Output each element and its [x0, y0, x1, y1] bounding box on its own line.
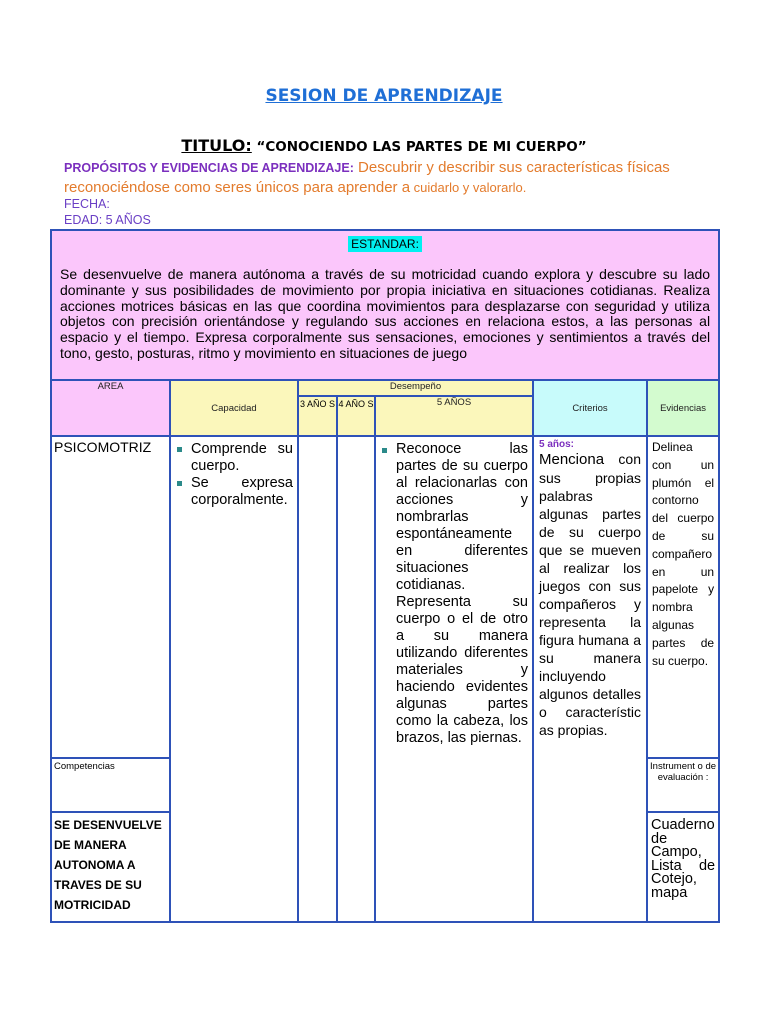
bullet-icon — [382, 448, 387, 453]
titulo-label: TITULO: — [181, 136, 252, 155]
evidencias-cell — [647, 436, 719, 758]
criterios-cell — [533, 436, 647, 922]
header-area: AREA — [51, 380, 170, 436]
age-4-cell — [337, 436, 375, 922]
capacidad-cell — [170, 436, 298, 922]
header-age-5: 5 AÑOS — [375, 396, 533, 436]
bullet-icon — [177, 481, 182, 486]
evidencias-text: Delinea con un plumón el contorno del cuerpo de su compañero en un papelote y nombra algunas partes de su cuerpo. — [652, 440, 715, 668]
bullet-icon — [177, 447, 182, 452]
fecha-label: FECHA: — [64, 197, 110, 211]
purpose-text-end: cuidarlo y valorarlo. — [410, 180, 527, 195]
header-evidencias: Evidencias — [647, 380, 719, 436]
estandar-cell — [51, 230, 719, 380]
purpose-block — [64, 158, 724, 198]
estandar-text: Se desenvuelve de manera autónoma a través de su motricidad cuando explora y descubre su lado dominante y sus posibilidades de movimiento por propia iniciativa en situaciones cotidianas. Realiza acciones motrices básicas en las que coordina movimientos para desplazarse con seguridad y utiliza objetos con precisión orientándose y regulando sus acciones en relaciona estos, a las personas al espacio y el tiempo. Expresa corporalmente sus sensaciones, emociones y sentimientos a través del tono, gesto, posturas, ritmo y movimiento en situaciones de juego — [60, 266, 711, 361]
desempeno-item: Reconoce las partes de su cuerpo al relacionarlas con acciones y nombrarlas espontáneamente en diferentes situaciones cotidianas. Representa su cuerpo o el de otro a su manera utilizando diferentes materiales y haciendo evidentes algunas partes como la cabeza, los brazos, las piernas. — [380, 441, 528, 747]
session-title: SESION DE APRENDIZAJE — [265, 86, 503, 106]
session-table — [50, 229, 720, 923]
header-desempeno: Desempeño — [298, 380, 533, 396]
competencias-label: Competencias — [51, 758, 170, 812]
purpose-label: PROPÓSITOS Y EVIDENCIAS DE APRENDIZAJE: — [64, 161, 354, 175]
age-3-cell — [298, 436, 337, 922]
desempeno-cell — [375, 436, 533, 922]
titulo-value: “CONOCIENDO LAS PARTES DE MI CUERPO” — [251, 139, 587, 155]
header-age-4: 4 AÑO S — [337, 396, 375, 436]
header-capacidad: Capacidad — [170, 380, 298, 436]
instrumento-text: Cuaderno de Campo, Lista de Cotejo, mapa — [647, 812, 719, 922]
area-cell: PSICOMOTRIZ — [51, 436, 170, 758]
header-criterios: Criterios — [533, 380, 647, 436]
criterios-text: Menciona con sus propias palabras algunas partes de su cuerpo que se mueven al realizar los juegos con sus compañeros y representa la figura humana a su manera incluyendo algunos detalles o característic as propias. — [539, 451, 641, 738]
estandar-title: ESTANDAR: — [348, 236, 422, 252]
capacidad-item: Se expresa corporalmente. — [175, 475, 293, 509]
capacidad-item: Comprende su cuerpo. — [175, 441, 293, 475]
header-age-3: 3 AÑO S — [298, 396, 337, 436]
purpose-text: Descubrir y describir sus características físicas reconociéndose como seres únicos para aprender a — [64, 159, 670, 196]
criterios-label: 5 años: — [539, 439, 575, 450]
instrumento-label: Instrument o de evaluación : — [647, 758, 719, 812]
competencia-text: SE DESENVUELVE DE MANERA AUTONOMA A TRAVES DE SU MOTRICIDAD — [51, 812, 170, 922]
lesson-title — [0, 136, 768, 155]
edad-label: EDAD: 5 AÑOS — [64, 213, 151, 227]
